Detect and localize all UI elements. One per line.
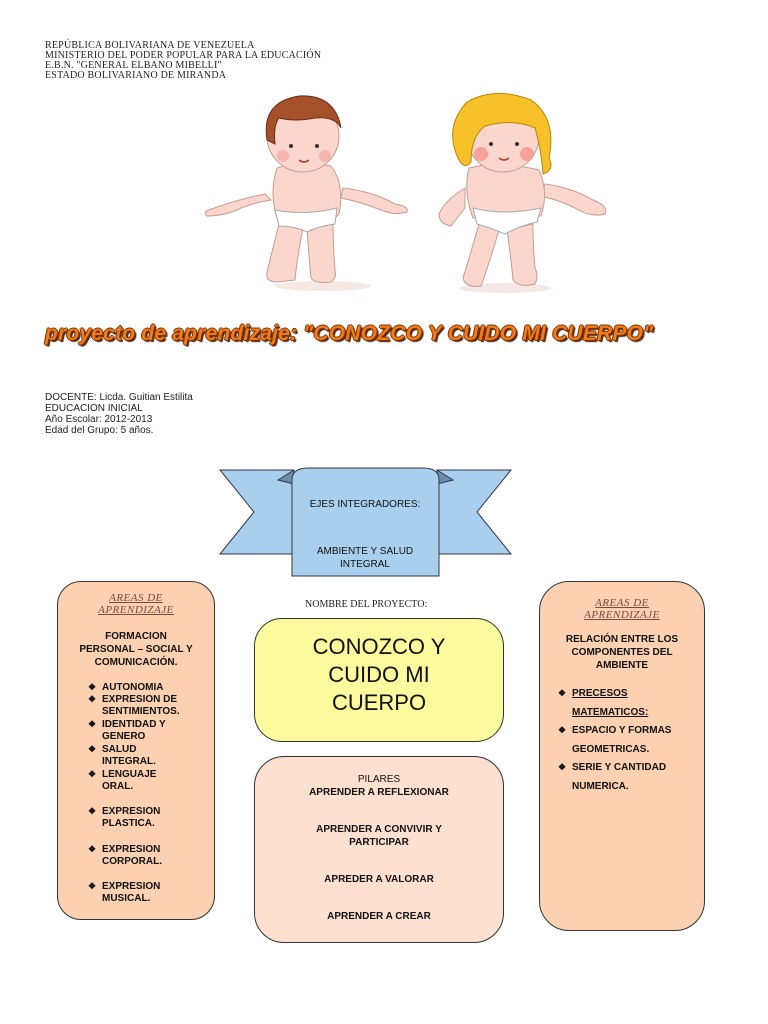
pilar-text: APRENDER A CREAR — [327, 911, 431, 922]
area-subtitle — [58, 630, 214, 669]
info-line: Año Escolar: 2012-2013 — [45, 414, 153, 425]
pilar-item — [255, 824, 503, 836]
pilar-item — [255, 837, 503, 849]
pilar-text: APREDER A VALORAR — [324, 874, 434, 885]
pilar-text: PARTICIPAR — [349, 837, 409, 848]
diamond-bullet-icon: ❖ — [558, 762, 567, 772]
diamond-bullet-icon: ❖ — [88, 769, 97, 779]
list-item-text: LENGUAJE — [102, 769, 157, 780]
list-item-text: EXPRESION — [102, 844, 161, 855]
area-subtitle-line: AMBIENTE — [595, 660, 649, 671]
project-name-box — [254, 618, 504, 742]
project-name-label: NOMBRE DEL PROYECTO: — [305, 599, 428, 610]
list-item-text: SALUD — [102, 744, 137, 755]
list-item-text: PRECESOS — [572, 688, 628, 699]
info-line: DOCENTE: Licda. Guitian Estilita — [45, 392, 193, 403]
info-line: Edad del Grupo: 5 años. — [45, 425, 154, 436]
pilares-heading: PILARES — [357, 774, 401, 785]
project-name-line: CONOZCO Y — [312, 634, 446, 659]
list-item-text: GEOMETRICAS. — [572, 744, 650, 755]
areas-heading-line: APRENDIZAJE — [98, 604, 174, 616]
project-name-text — [255, 633, 503, 717]
girl-figure — [439, 93, 606, 293]
area-subtitle-line: RELACIÓN ENTRE LOS — [565, 634, 679, 645]
list-item-text: MUSICAL. — [102, 893, 151, 904]
list-item — [88, 693, 180, 718]
project-name-line: CUERPO — [331, 690, 427, 715]
list-item-text: SENTIMIENTOS. — [102, 706, 180, 717]
list-item — [88, 768, 156, 793]
info-line: EDUCACION INICIAL — [45, 403, 143, 414]
pilares-box — [254, 756, 504, 943]
header-line: MINISTERIO DEL PODER POPULAR PARA LA EDUCACIÓN — [45, 50, 322, 61]
list-item-text: MATEMATICOS: — [572, 707, 649, 718]
header-line: ESTADO BOLIVARIANO DE MIRANDA — [45, 70, 227, 81]
pilar-text: APRENDER A CONVIVIR Y — [316, 824, 442, 835]
list-item-text: IDENTIDAD Y — [102, 719, 166, 730]
pilar-item — [255, 787, 503, 799]
banner-line: AMBIENTE Y SALUD — [316, 546, 414, 557]
banner-heading: EJES INTEGRADORES: — [309, 499, 421, 510]
diamond-bullet-icon: ❖ — [88, 682, 97, 692]
project-title: proyecto de aprendizaje: "CONOZCO Y CUIDO MI CUERPO" — [45, 322, 654, 345]
list-item-text: ESPACIO Y FORMAS — [572, 725, 672, 736]
list-item — [88, 743, 156, 768]
pilar-item — [255, 874, 503, 886]
list-item — [558, 758, 666, 796]
institution-header — [45, 41, 321, 81]
area-subtitle-line: COMPONENTES DEL — [571, 647, 673, 658]
areas-heading — [540, 597, 704, 621]
banner-line: INTEGRAL — [339, 559, 390, 570]
diamond-bullet-icon: ❖ — [88, 744, 97, 754]
diamond-bullet-icon: ❖ — [88, 881, 97, 891]
list-item-text: EXPRESION — [102, 806, 161, 817]
list-item — [558, 721, 671, 759]
areas-heading — [58, 592, 214, 616]
list-item — [88, 718, 166, 743]
header-line: REPÚBLICA BOLIVARIANA DE VENEZUELA — [45, 40, 255, 51]
area-subtitle-line: FORMACION — [105, 631, 167, 642]
area-subtitle-line: COMUNICACIÓN. — [94, 657, 178, 668]
project-name-line: CUIDO MI — [328, 662, 430, 687]
list-item-text: AUTONOMIA — [102, 682, 164, 693]
list-item-text: SERIE Y CANTIDAD — [572, 762, 667, 773]
area-subtitle — [540, 633, 704, 672]
pilar-item — [255, 911, 503, 923]
learning-areas-right-box — [539, 581, 705, 931]
children-illustration — [195, 88, 625, 298]
areas-heading-line: APRENDIZAJE — [584, 609, 660, 621]
list-item-text: PLASTICA. — [102, 818, 155, 829]
header-line: E.B.N. "GENERAL ELBANO MIBELLI" — [45, 60, 222, 71]
list-item-text: GENERO — [102, 731, 146, 742]
diamond-bullet-icon: ❖ — [558, 688, 567, 698]
list-item-text: NUMERICA. — [572, 781, 629, 792]
list-item — [88, 805, 160, 830]
diamond-bullet-icon: ❖ — [88, 694, 97, 704]
learning-areas-left-box — [57, 581, 215, 920]
pilar-text: APRENDER A REFLEXIONAR — [309, 787, 449, 798]
diamond-bullet-icon: ❖ — [88, 844, 97, 854]
list-item-text: EXPRESION — [102, 881, 161, 892]
list-item-text: ORAL. — [102, 781, 134, 792]
boy-figure — [205, 96, 407, 291]
teacher-info — [45, 392, 193, 436]
list-item-text: INTEGRAL. — [102, 756, 156, 767]
area-subtitle-line: PERSONAL – SOCIAL Y — [79, 644, 193, 655]
diamond-bullet-icon: ❖ — [558, 725, 567, 735]
list-item — [88, 843, 162, 868]
list-item-text: CORPORAL. — [102, 856, 162, 867]
areas-heading-line: AREAS DE — [595, 597, 649, 609]
list-item — [558, 684, 648, 722]
areas-heading-line: AREAS DE — [109, 592, 163, 604]
list-item — [88, 880, 160, 905]
diamond-bullet-icon: ❖ — [88, 806, 97, 816]
list-item-text: EXPRESION DE — [102, 694, 178, 705]
diamond-bullet-icon: ❖ — [88, 719, 97, 729]
